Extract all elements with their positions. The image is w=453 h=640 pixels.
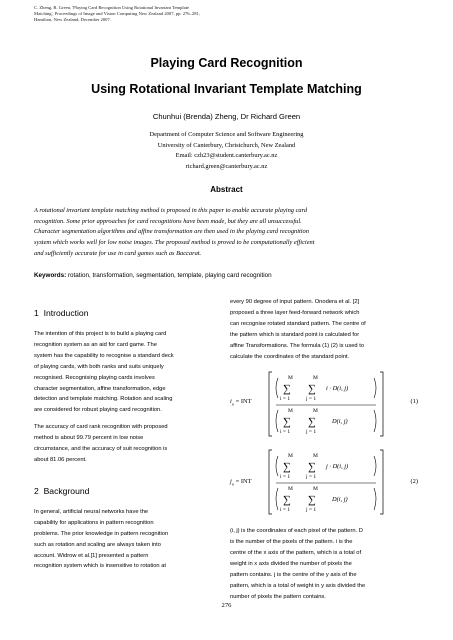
eq2-denominator-term: D(i, j): [332, 496, 348, 504]
sum-lower: i = 1: [280, 474, 291, 481]
sum-lower: j = 1: [306, 474, 317, 481]
text-line: The accuracy of card rank recognition with proposed: [34, 424, 168, 431]
paren-icon: [374, 410, 376, 432]
paren-icon: [374, 378, 376, 398]
citation-line: Matching', Proceedings of Image and Vision Computing New Zealand 2007, pp. 276–281,: [34, 11, 200, 17]
paren-icon: [276, 410, 278, 432]
eq2-numerator-term: j · D(i, j): [326, 463, 349, 471]
keywords-label: Keywords:: [34, 272, 67, 279]
right-bracket-icon: [380, 450, 383, 514]
eq1-denominator-term: D(i, j): [332, 418, 348, 426]
section-title: Background: [43, 485, 90, 496]
text-line: the pattern which is standard point is calculated for: [230, 331, 360, 338]
text-line: affine Transformations. The formula (1) (2) is used to: [230, 342, 365, 349]
left-bracket-icon: [269, 450, 272, 514]
paper-title-line-2: Using Rotational Invariant Template Matching: [91, 82, 362, 96]
sigma-icon: ∑: [308, 494, 316, 507]
text-line: (i, j) is the coordinates of each pixel of the pattern. D: [230, 528, 363, 535]
text-line: system has the capability to recognise a standard deck: [34, 352, 174, 359]
sum-upper: M: [288, 453, 293, 460]
abstract-line: A rotational invariant template matching method is proposed in this paper to enable accurate playing card: [34, 207, 308, 214]
text-line: capability for applications in pattern recognition: [34, 519, 154, 526]
authors: Chunhui (Brenda) Zheng, Dr Richard Green: [152, 112, 301, 121]
paren-icon: [276, 456, 278, 476]
eq1-numerator-term: i · D(i, j): [326, 385, 349, 393]
sum-upper: M: [313, 375, 318, 382]
eq1-sub: o: [231, 401, 235, 407]
sum-upper: M: [313, 408, 318, 415]
intro-paragraph-1: [34, 329, 224, 416]
text-line: of playing cards, with both ranks and suits uniquely: [34, 363, 164, 370]
affiliation-line: University of Canterbury, Christchurch, New Zealand: [157, 141, 296, 149]
text-line: account. Widrow et al.[1] presented a pattern: [34, 552, 149, 559]
text-line: centre of the x axis of the pattern, which is a total of: [230, 550, 362, 557]
text-line: about 81.06 percent.: [34, 456, 87, 463]
eq2-int: = INT: [235, 478, 252, 486]
equation-2-number: (2): [410, 478, 418, 486]
text-line: are considered for robust playing card recognition.: [34, 407, 162, 414]
equation-1-fraction: [268, 370, 408, 440]
text-line: every 90 degree of input pattern. Onodera et al. [2]: [230, 299, 360, 305]
section-number: 1: [34, 308, 39, 318]
text-line: is the number of the pixels of the pattern. i is the: [230, 539, 353, 546]
section-heading-introduction: [34, 308, 224, 318]
eq1-int: = INT: [235, 398, 252, 406]
section-heading-background: [34, 486, 224, 496]
sigma-icon: ∑: [308, 416, 316, 429]
text-line: weight in x axis divided the number of pixels the: [230, 561, 352, 568]
text-line: character segmentation, affine transformation, edge: [34, 385, 166, 392]
page-number: 276: [221, 602, 232, 609]
abstract-line: recognition. Some prior approaches for card recognitions have been made, but they are all unsuccessful.: [34, 217, 302, 225]
text-line: problems. The prior knowledge in pattern recognition: [34, 530, 169, 537]
sum-lower: i = 1: [280, 429, 291, 436]
eq2-var: j: [230, 478, 232, 486]
email-line: richard.green@canterbury.ac.nz: [185, 162, 268, 170]
text-line: recognition system which is insensitive to rotation at: [34, 563, 166, 570]
sigma-icon: ∑: [283, 461, 291, 474]
background-paragraph: [34, 507, 224, 572]
abstract-line: Character segmentation algorithms and affine transformation are then used in the playing card recognition: [34, 228, 309, 236]
keywords: [34, 272, 420, 279]
sigma-icon: ∑: [283, 383, 291, 396]
abstract-line: system which works well for low noise images. The proposed method is proved to be computationally efficient: [34, 239, 315, 247]
paren-icon: [374, 456, 376, 476]
equation-1-lhs: [230, 398, 252, 406]
equation-2: [230, 446, 420, 518]
paren-icon: [276, 378, 278, 398]
text-line: detection and template matching. Rotation and scaling: [34, 396, 173, 403]
sum-lower: j = 1: [306, 396, 317, 403]
background-continued: [230, 297, 420, 362]
citation-line: Hamilton, New Zealand, December 2007.: [34, 17, 111, 23]
citation-header: [34, 5, 334, 24]
equation-1-number: (1): [410, 398, 418, 406]
sum-lower: j = 1: [306, 507, 317, 514]
affiliation-line: Department of Computer Science and Software Engineering: [149, 131, 304, 138]
affiliation: [0, 130, 453, 172]
section-number: 2: [34, 485, 39, 496]
paren-icon: [374, 488, 376, 510]
text-line: calculate the coordinates of the standard point.: [230, 353, 350, 360]
abstract-line: and sufficiently accurate for use in card games such as Baccarat.: [34, 249, 202, 257]
left-column: [34, 300, 224, 572]
text-line: The intention of this project is to build a playing card: [34, 331, 167, 337]
text-line: can recognise rotated standard pattern. The centre of: [230, 320, 366, 327]
right-bracket-icon: [380, 372, 383, 436]
eq2-sub: o: [231, 481, 235, 487]
sigma-icon: ∑: [308, 461, 316, 474]
equation-explanation: [230, 526, 420, 602]
text-line: circumstance, and the accuracy of suit recognition is: [34, 446, 168, 453]
text-line: number of pixels the pattern contains.: [230, 593, 326, 600]
sigma-icon: ∑: [283, 494, 291, 507]
sum-lower: j = 1: [306, 429, 317, 436]
intro-paragraph-2: [34, 422, 224, 466]
right-column: [230, 300, 420, 603]
sum-upper: M: [288, 408, 293, 415]
sigma-icon: ∑: [283, 416, 291, 429]
text-line: recognition system as an aid for card game. The: [34, 341, 157, 348]
sigma-icon: ∑: [308, 383, 316, 396]
paren-icon: [276, 488, 278, 510]
text-line: proposed a three layer feed-forward network which: [230, 309, 360, 316]
left-bracket-icon: [269, 372, 272, 436]
equation-1: [230, 368, 420, 440]
sum-upper: M: [313, 486, 318, 493]
text-line: method is about 99.79 percent in low noise: [34, 435, 144, 442]
keywords-text: rotation, transformation, segmentation, template, playing card recognition: [66, 272, 272, 279]
equation-2-lhs: [230, 478, 252, 486]
email-line: Email: czh23@student.canterbury.ac.nz: [175, 152, 278, 159]
sum-lower: i = 1: [280, 507, 291, 514]
paper-title-line-1: Playing Card Recognition: [150, 56, 303, 70]
text-line: such as rotation and scaling are always taken into: [34, 541, 161, 548]
citation-line: C. Zheng, R. Green, 'Playing Card Recognition Using Rotational Invariant Template: [34, 5, 190, 10]
abstract-heading: Abstract: [210, 185, 243, 194]
text-line: In general, artificial neural networks have the: [34, 508, 149, 515]
sum-upper: M: [288, 375, 293, 382]
eq1-var: i: [230, 398, 232, 406]
text-line: pattern, which is a total of weight in y axis divided the: [230, 582, 366, 589]
section-title: Introduction: [43, 308, 89, 318]
sum-upper: M: [288, 486, 293, 493]
equation-2-fraction: [268, 448, 408, 518]
sum-lower: i = 1: [280, 396, 291, 403]
sum-upper: M: [313, 453, 318, 460]
text-line: pattern contains. j is the centre of the y axis of the: [230, 572, 357, 579]
abstract-body: [34, 206, 420, 260]
text-line: recognised. Recognising playing cards involves: [34, 374, 155, 381]
